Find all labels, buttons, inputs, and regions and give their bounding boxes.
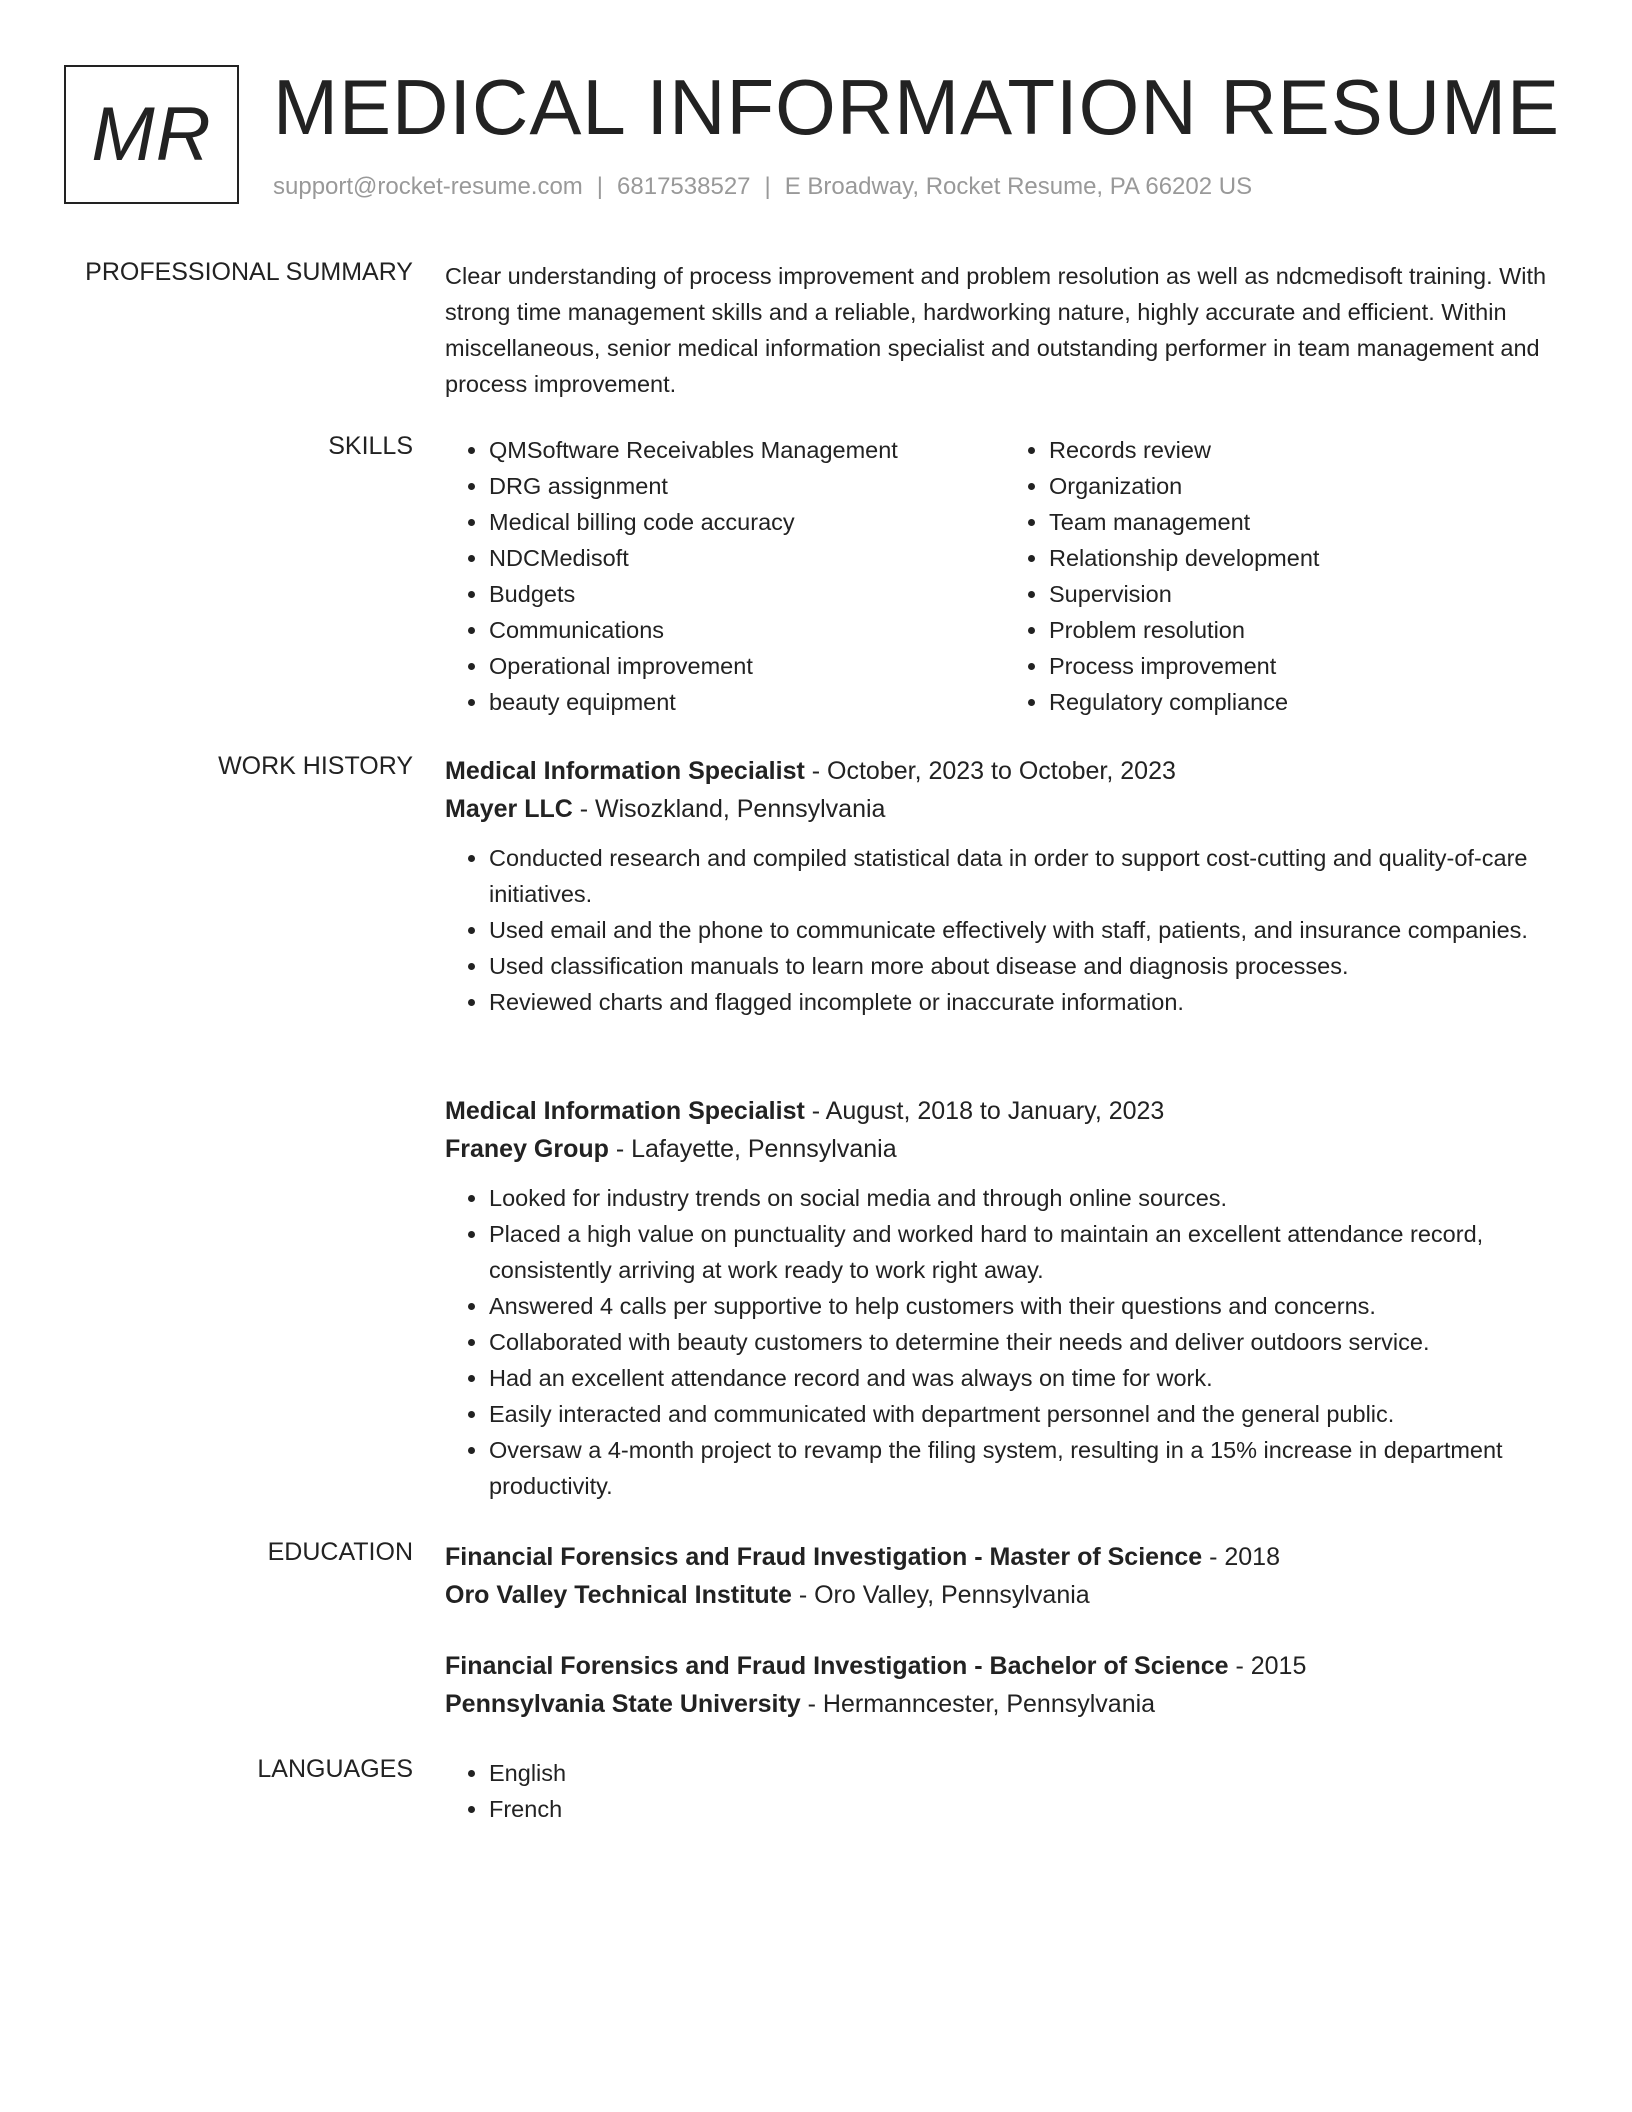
- skill-item: • Records review: [1049, 432, 1565, 468]
- degree-line: [445, 1538, 1565, 1576]
- job-bullet: • Used classification manuals to learn more about disease and diagnosis processes.: [489, 948, 1565, 984]
- job-location: - Lafayette, Pennsylvania: [608, 1135, 897, 1163]
- skills-list-left: [445, 432, 1005, 720]
- job-bullet-list: [445, 840, 1565, 1020]
- skill-item: • Process improvement: [1049, 648, 1565, 684]
- school-line: [445, 1685, 1565, 1723]
- language-item: • English: [489, 1755, 1565, 1791]
- job-title: Medical Information Specialist: [445, 1097, 805, 1125]
- section-label-skills: SKILLS: [328, 432, 413, 460]
- contact-phone: 6817538527: [617, 173, 751, 200]
- job-bullet: • Placed a high value on punctuality and worked hard to maintain an excellent attendance record, consistently arriving at work ready to work right away.: [489, 1216, 1565, 1288]
- job-entry: [445, 1092, 1565, 1504]
- school-location: - Hermanncester, Pennsylvania: [800, 1690, 1156, 1718]
- contact-separator: |: [764, 173, 771, 200]
- school-location: - Oro Valley, Pennsylvania: [791, 1581, 1090, 1609]
- job-dates: - August, 2018 to January, 2023: [804, 1097, 1165, 1125]
- job-bullet: • Answered 4 calls per supportive to help customers with their questions and concerns.: [489, 1288, 1565, 1324]
- contact-separator: |: [596, 173, 604, 200]
- degree-name: Financial Forensics and Fraud Investigation - Master of Science: [445, 1543, 1203, 1571]
- job-bullet: • Conducted research and compiled statistical data in order to support cost-cutting and quality-of-care initiatives.: [489, 840, 1565, 912]
- job-title-line: [445, 752, 1565, 790]
- job-bullet: • Reviewed charts and flagged incomplete or inaccurate information.: [489, 984, 1565, 1020]
- job-bullet: • Used email and the phone to communicate effectively with staff, patients, and insurance companies.: [489, 912, 1565, 948]
- skill-item: • DRG assignment: [489, 468, 1005, 504]
- job-bullet-list: [445, 1180, 1565, 1504]
- skills-list-right: [1005, 432, 1565, 720]
- skill-item: • Relationship development: [1049, 540, 1565, 576]
- skill-item: • Budgets: [489, 576, 1005, 612]
- job-location: - Wisozkland, Pennsylvania: [572, 795, 886, 823]
- job-dates: - October, 2023 to October, 2023: [804, 757, 1176, 785]
- job-bullet: • Oversaw a 4-month project to revamp the filing system, resulting in a 15% increase in department productivity.: [489, 1432, 1565, 1504]
- job-bullet: • Had an excellent attendance record and was always on time for work.: [489, 1360, 1565, 1396]
- skill-item: • Regulatory compliance: [1049, 684, 1565, 720]
- monogram-badge: MR: [64, 65, 239, 204]
- education-entry: [445, 1647, 1565, 1723]
- contact-line: [273, 173, 1252, 201]
- job-bullet: • Easily interacted and communicated with department personnel and the general public.: [489, 1396, 1565, 1432]
- summary-text: Clear understanding of process improvement and problem resolution as well as ndcmedisoft training. With strong time management skills and a reliable, hardworking nature, highly accurate and efficient. Within miscellaneous, senior medical information specialist and outstanding performer in team management and process improvement.: [445, 263, 1547, 397]
- job-bullet: • Collaborated with beauty customers to determine their needs and deliver outdoors service.: [489, 1324, 1565, 1360]
- degree-name: Financial Forensics and Fraud Investigation - Bachelor of Science: [445, 1652, 1229, 1680]
- job-company-line: [445, 1130, 1565, 1168]
- skills-columns: [445, 432, 1565, 720]
- job-title: Medical Information Specialist: [445, 757, 805, 785]
- skill-item: • Organization: [1049, 468, 1565, 504]
- contact-address: E Broadway, Rocket Resume, PA 66202 US: [784, 173, 1253, 200]
- resume-header: [64, 65, 1564, 210]
- section-label-summary: PROFESSIONAL SUMMARY: [85, 258, 413, 286]
- job-company: Franey Group: [445, 1135, 609, 1163]
- job-company: Mayer LLC: [445, 795, 573, 823]
- job-entry: [445, 752, 1565, 1020]
- degree-year: - 2015: [1228, 1652, 1307, 1680]
- skill-item: • NDCMedisoft: [489, 540, 1005, 576]
- skill-item: • Team management: [1049, 504, 1565, 540]
- section-label-languages: LANGUAGES: [257, 1755, 413, 1783]
- school-line: [445, 1576, 1565, 1614]
- school-name: Oro Valley Technical Institute: [445, 1581, 792, 1609]
- degree-year: - 2018: [1202, 1543, 1280, 1571]
- skill-item: • QMSoftware Receivables Management: [489, 432, 1005, 468]
- job-title-line: [445, 1092, 1565, 1130]
- resume-title: MEDICAL INFORMATION RESUME: [273, 63, 1561, 151]
- skill-item: • Communications: [489, 612, 1005, 648]
- school-name: Pennsylvania State University: [445, 1690, 801, 1718]
- job-bullet: • Looked for industry trends on social media and through online sources.: [489, 1180, 1565, 1216]
- language-item: • French: [489, 1791, 1565, 1827]
- degree-line: [445, 1647, 1565, 1685]
- skill-item: • Problem resolution: [1049, 612, 1565, 648]
- section-label-work: WORK HISTORY: [218, 752, 413, 780]
- skill-item: • beauty equipment: [489, 684, 1005, 720]
- contact-email: support@rocket-resume.com: [273, 173, 583, 200]
- skill-item: • Supervision: [1049, 576, 1565, 612]
- skills-grid: [445, 432, 1565, 720]
- skill-item: • Operational improvement: [489, 648, 1005, 684]
- languages-list: [445, 1755, 1565, 1827]
- job-company-line: [445, 790, 1565, 828]
- skill-item: • Medical billing code accuracy: [489, 504, 1005, 540]
- languages-body: [445, 1755, 1565, 1827]
- section-label-education: EDUCATION: [267, 1538, 413, 1566]
- education-entry: [445, 1538, 1565, 1614]
